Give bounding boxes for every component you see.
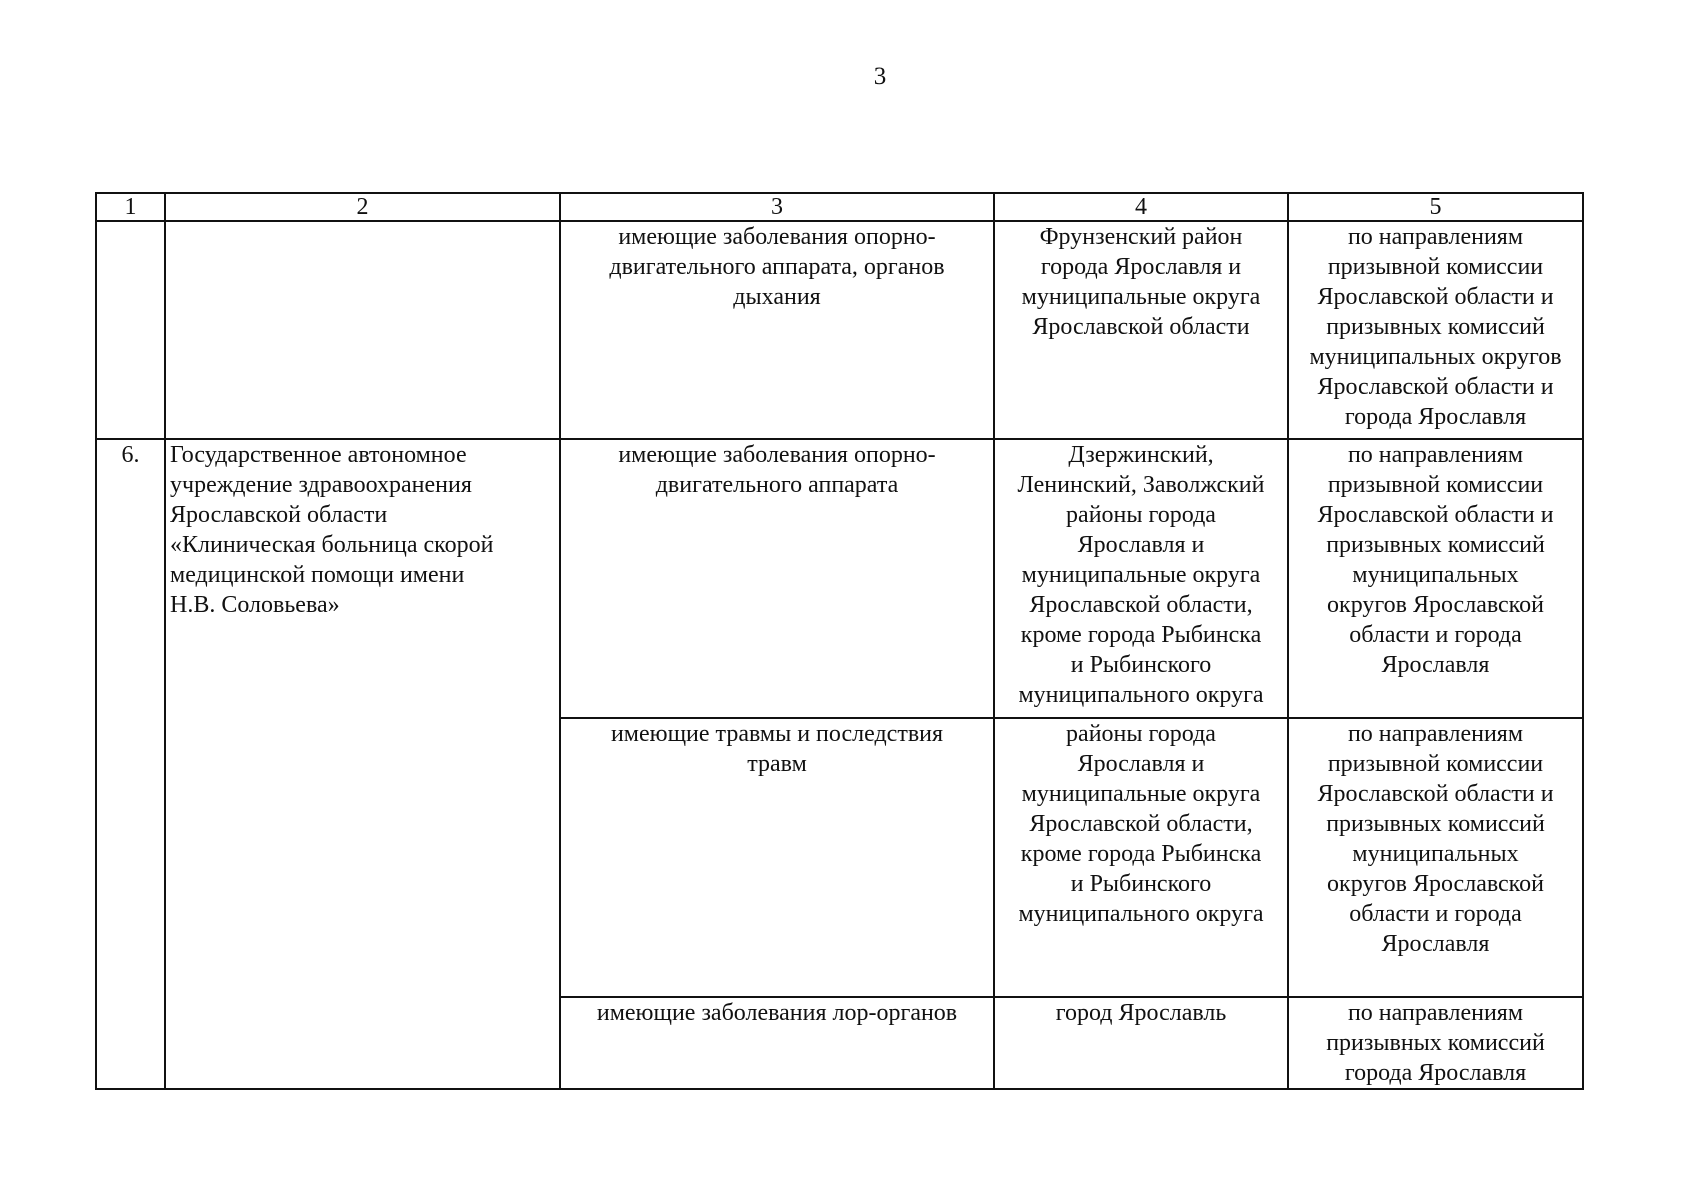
referral-cell: по направлениям призывной комиссии Ярославской области и призывных комиссий муниципальных округов Ярославской области и города Ярославля <box>1288 439 1583 718</box>
header-cell-1: 1 <box>96 193 165 221</box>
referral-cell: по направлениям призывной комиссии Ярославской области и призывных комиссий муниципальных округов Ярославской области и города Ярославля <box>1288 718 1583 997</box>
table-header-row <box>96 193 1583 221</box>
row-number-cell <box>96 221 165 439</box>
header-cell-3: 3 <box>560 193 994 221</box>
condition-cell: имеющие заболевания опорно- двигательного аппарата, органов дыхания <box>560 221 994 439</box>
condition-cell: имеющие травмы и последствия травм <box>560 718 994 997</box>
header-cell-5: 5 <box>1288 193 1583 221</box>
territory-cell: Дзержинский, Ленинский, Заволжский районы города Ярославля и муниципальные округа Ярославской области, кроме города Рыбинска и Рыбинского муниципального округа <box>994 439 1288 718</box>
document-table <box>95 192 1584 1090</box>
row-number-cell: 6. <box>96 439 165 1089</box>
territory-cell: районы города Ярославля и муниципальные округа Ярославской области, кроме города Рыбинска и Рыбинского муниципального округа <box>994 718 1288 997</box>
institution-cell <box>165 221 560 439</box>
territory-cell: город Ярославль <box>994 997 1288 1089</box>
institution-cell: Государственное автономное учреждение здравоохранения Ярославской области «Клиническая больница скорой медицинской помощи имени Н.В. Соловьева» <box>165 439 560 1089</box>
page-number: 3 <box>873 63 887 90</box>
referral-cell: по направлениям призывной комиссии Ярославской области и призывных комиссий муниципальных округов Ярославской области и города Ярославля <box>1288 221 1583 439</box>
territory-cell: Фрунзенский район города Ярославля и муниципальные округа Ярославской области <box>994 221 1288 439</box>
condition-cell: имеющие заболевания лор-органов <box>560 997 994 1089</box>
header-cell-2: 2 <box>165 193 560 221</box>
table-row <box>96 439 1583 718</box>
referral-cell: по направлениям призывных комиссий города Ярославля <box>1288 997 1583 1089</box>
header-cell-4: 4 <box>994 193 1288 221</box>
table-row <box>96 221 1583 439</box>
condition-cell: имеющие заболевания опорно- двигательного аппарата <box>560 439 994 718</box>
